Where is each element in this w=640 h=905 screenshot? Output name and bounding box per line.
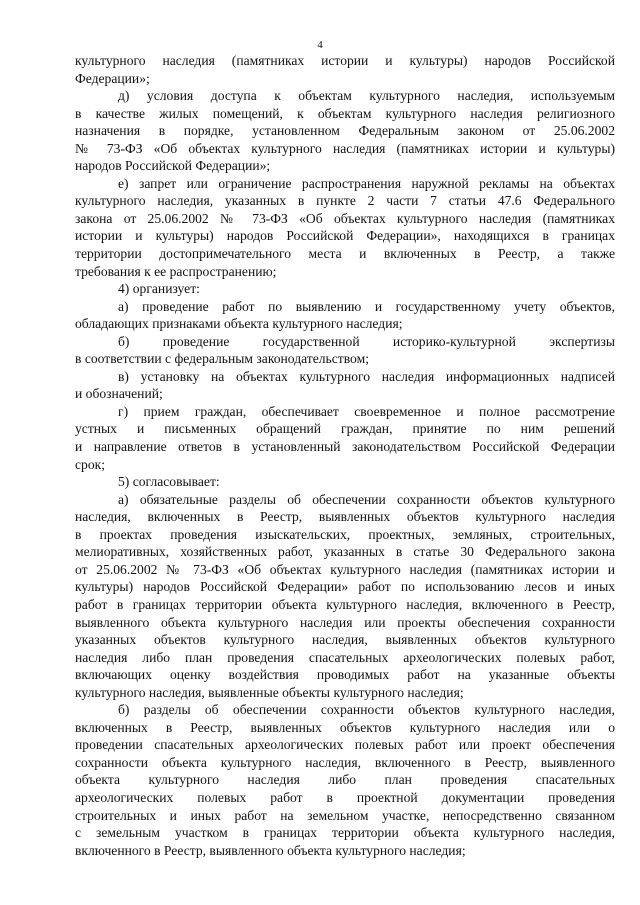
text-line: с земельным участком в границах территории объекта культурного наследия,: [75, 825, 615, 841]
text-line: территории достопримечательного места и включенных в Реестр, а также: [75, 246, 615, 262]
text-line: закона от 25.06.2002 № 73-ФЗ «Об объектах культурного наследия (памятниках: [75, 210, 615, 226]
text-line: наследия, включенных в Реестр, выявленных объектов культурного наследия: [75, 509, 615, 525]
text-line: строительных и иных работ на земельном участке, непосредственно связанном: [75, 807, 615, 823]
text-line: г) прием граждан, обеспечивает своевременное и полное рассмотрение: [118, 403, 615, 419]
text-line: включенных в Реестр, выявленных объектов культурного наследия или о: [75, 719, 615, 735]
text-line: в качестве жилых помещений, к объектам культурного наследия религиозного: [75, 105, 615, 121]
text-line: назначения в порядке, установленном Федеральным законом от 25.06.2002: [75, 123, 615, 139]
text-line: в) установку на объектах культурного наследия информационных надписей: [118, 368, 615, 384]
text-line: д) условия доступа к объектам культурного наследия, используемым: [118, 88, 615, 104]
text-line: включенного в Реестр, выявленного объекта культурного наследия;: [75, 842, 466, 858]
text-line: культуры) народов Российской Федерации» работ по использованию лесов и иных: [75, 579, 615, 595]
text-line: народов Российской Федерации»;: [75, 158, 271, 174]
text-line: обладающих признаками объекта культурного наследия;: [75, 316, 403, 332]
text-line: а) проведение работ по выявлению и государственному учету объектов,: [118, 298, 615, 314]
text-line: а) обязательные разделы об обеспечении сохранности объектов культурного: [118, 491, 615, 507]
text-line: Федерации»;: [75, 70, 150, 86]
body-text: [75, 52, 615, 859]
text-line: культурного наследия, выявленные объекты культурного наследия;: [75, 684, 464, 700]
text-line: требования к ее распространению;: [75, 263, 277, 279]
text-line: б) разделы об обеспечении сохранности объектов культурного наследия,: [118, 702, 615, 718]
text-line: выявленного объекта культурного наследия или проекты обеспечения сохранности: [75, 614, 615, 630]
text-line: в проектах проведения изыскательских, проектных, земляных, строительных,: [75, 526, 615, 542]
text-line: и направление ответов в установленный законодательством Российской Федерации: [75, 439, 615, 455]
text-line: 5) согласовывает:: [118, 474, 220, 490]
text-line: работ в границах территории объекта культурного наследия, включенного в Реестр,: [75, 596, 615, 612]
text-line: сохранности объекта культурного наследия, включенного в Реестр, выявленного: [75, 754, 615, 770]
text-line: культурного наследия (памятниках истории и культуры) народов Российской: [75, 53, 615, 68]
text-line: археологических полевых работ в проектной документации проведения: [75, 789, 615, 805]
text-line: указанных объектов культурного наследия, выявленных объектов культурного: [75, 632, 615, 648]
text-line: наследия либо план проведения спасательных археологических полевых работ,: [75, 649, 615, 665]
text-line: истории и культуры) народов Российской Федерации», находящихся в границах: [75, 228, 615, 244]
text-line: е) запрет или ограничение распространения наружной рекламы на объектах: [118, 175, 615, 191]
text-line: проведении спасательных археологических полевых работ или проект обеспечения: [75, 737, 615, 753]
text-line: б) проведение государственной историко-культурной экспертизы: [118, 333, 615, 349]
text-line: от 25.06.2002 № 73-ФЗ «Об объектах культурного наследия (памятниках истории и: [75, 561, 615, 577]
text-line: № 73-ФЗ «Об объектах культурного наследия (памятниках истории и культуры): [75, 140, 615, 156]
text-line: устных и письменных обращений граждан, принятие по ним решений: [75, 421, 615, 437]
text-line: срок;: [75, 456, 106, 472]
text-line: объекта культурного наследия либо план проведения спасательных: [75, 772, 615, 788]
text-line: культурного наследия, указанных в пункте 2 части 7 статьи 47.6 Федерального: [75, 193, 615, 209]
text-line: и обозначений;: [75, 386, 163, 402]
page-number: 4: [317, 39, 323, 51]
text-line: включающих оценку воздействия проводимых работ на указанные объекты: [75, 667, 615, 683]
text-line: мелиоративных, хозяйственных работ, указанных в статье 30 Федерального закона: [75, 544, 615, 560]
text-line: в соответствии с федеральным законодательством;: [75, 351, 369, 367]
text-line: 4) организует:: [118, 281, 200, 297]
